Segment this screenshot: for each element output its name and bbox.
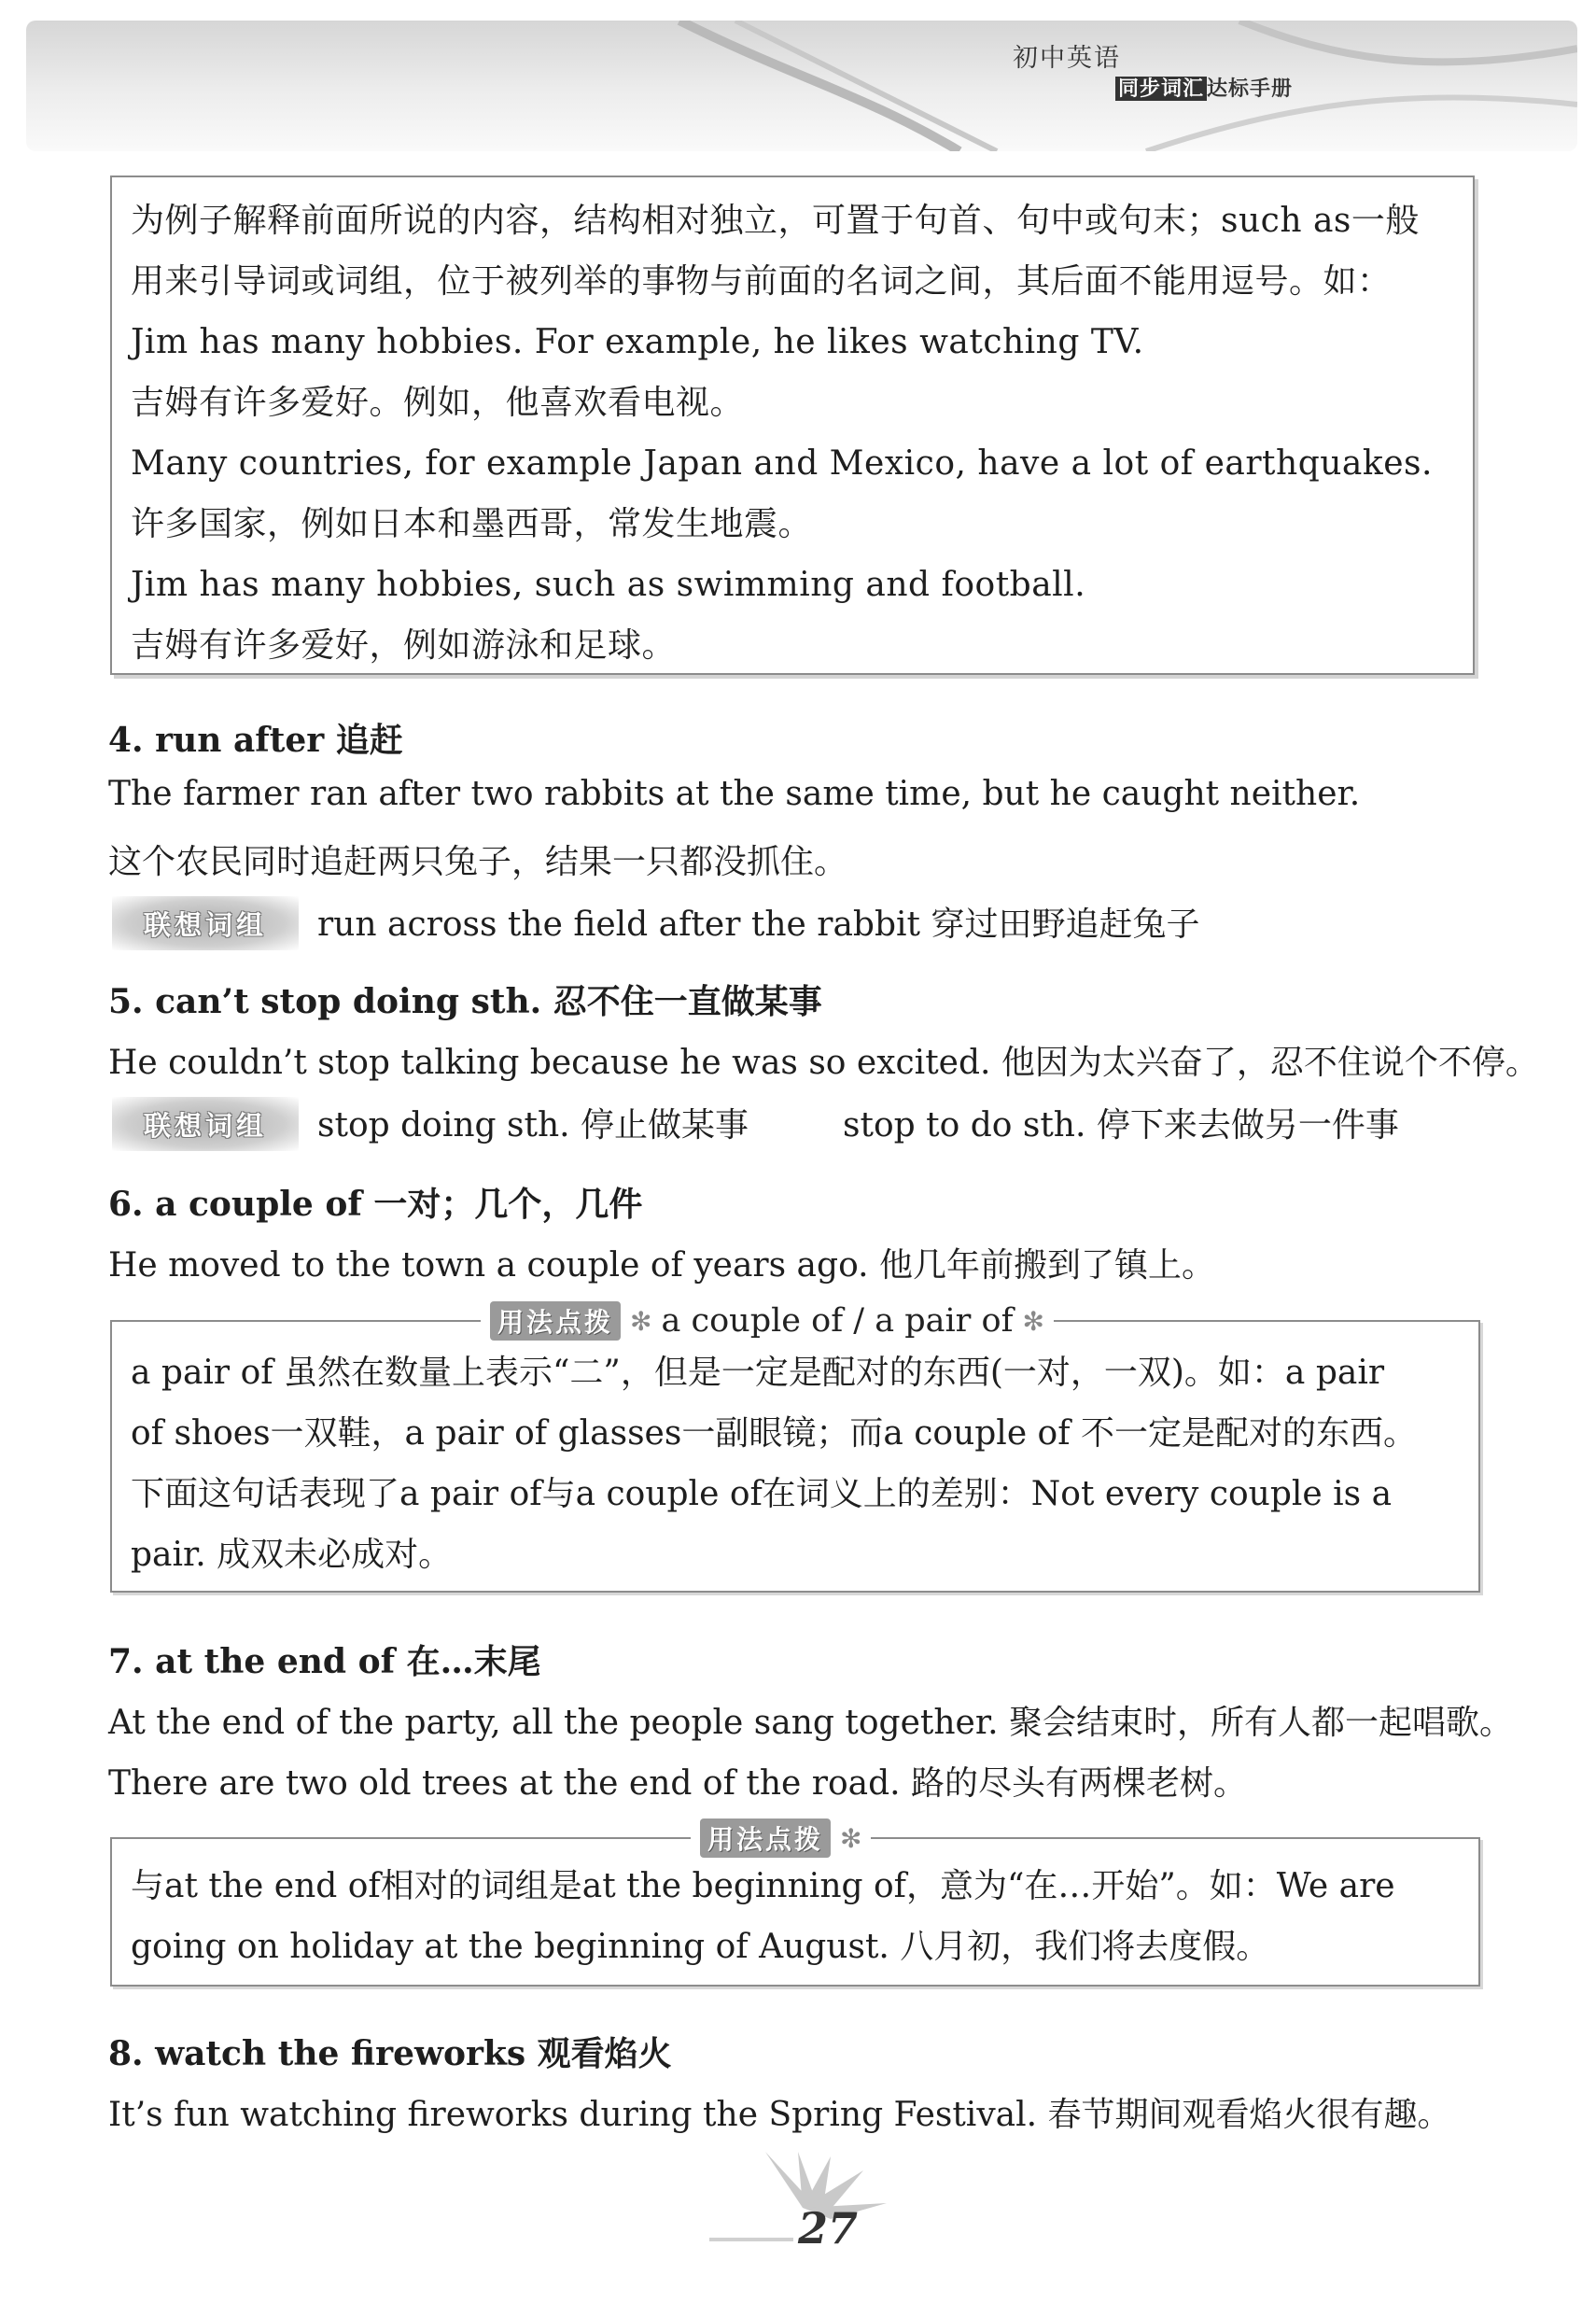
- usage-tip-badge: 用法点拨: [700, 1819, 831, 1858]
- entry-example-en: The farmer ran after two rabbits at the same time, but he caught neither.: [108, 775, 1361, 813]
- snowflake-icon: ✻: [630, 1305, 652, 1337]
- related-phrase: stop to do sth. 停下来去做另一件事: [843, 1106, 1399, 1144]
- note-line: Many countries, for example Japan and Mexico, have a lot of earthquakes.: [131, 444, 1433, 483]
- entry-heading-watch-the-fireworks: 8. watch the fireworks 观看焰火: [108, 2034, 672, 2073]
- usage-tip-box: [110, 1302, 1480, 1593]
- note-line: 吉姆有许多爱好。例如，他喜欢看电视。: [131, 384, 745, 422]
- entry-heading-a-couple-of: 6. a couple of 一对；几个，几件: [108, 1185, 643, 1224]
- related-phrases-badge: 联想词组: [112, 1097, 299, 1151]
- note-line: 为例子解释前面所说的内容，结构相对独立，可置于句首、句中或句末；such as一般: [131, 202, 1420, 240]
- entry-example: There are two old trees at the end of the road. 路的尽头有两棵老树。: [108, 1764, 1248, 1803]
- snowflake-icon: ✻: [840, 1822, 862, 1854]
- header-swirl-decoration: [26, 21, 1577, 151]
- entry-heading-run-after: 4. run after 追赶: [108, 721, 403, 760]
- header-subtitle: [1115, 73, 1293, 102]
- related-phrase: run across the field after the rabbit 穿过田野追赶兔子: [317, 906, 1200, 944]
- note-line: Jim has many hobbies, such as swimming and football.: [131, 566, 1086, 604]
- usage-tip-body: [131, 1856, 1395, 1977]
- usage-tip-body: [131, 1342, 1417, 1585]
- entry-example-zh: 这个农民同时追赶两只兔子，结果一只都没抓住。: [108, 843, 848, 881]
- related-phrases-badge: 联想词组: [112, 896, 299, 950]
- related-phrase: stop doing sth. 停止做某事: [317, 1106, 749, 1144]
- note-line: 吉姆有许多爱好，例如游泳和足球。: [131, 626, 677, 665]
- usage-tip-badge: 用法点拨: [490, 1301, 621, 1341]
- header-subtitle-rest: 达标手册: [1207, 77, 1294, 101]
- note-line: 用来引导词或词组，位于被列举的事物与前面的名词之间，其后面不能用逗号。如：: [131, 262, 1392, 301]
- snowflake-icon: ✻: [1022, 1305, 1045, 1337]
- tip-line: 下面这句话表现了a pair of与a couple of在词义上的差别：Not every couple is a: [131, 1475, 1393, 1513]
- tip-line: going on holiday at the beginning of August. 八月初，我们将去度假。: [131, 1928, 1270, 1966]
- usage-tip-box: [110, 1822, 1480, 1987]
- note-line: 许多国家，例如日本和墨西哥，常发生地震。: [131, 505, 813, 543]
- entry-example: He couldn’t stop talking because he was so excited. 他因为太兴奋了，忍不住说个不停。: [108, 1044, 1539, 1082]
- note-line: Jim has many hobbies. For example, he likes watching TV.: [131, 323, 1144, 361]
- tip-line: pair. 成双未必成对。: [131, 1536, 453, 1574]
- usage-tip-topic: a couple of / a pair of: [661, 1302, 1014, 1340]
- header-subtitle-highlight: 同步词汇: [1115, 77, 1207, 101]
- entry-example: It’s fun watching fireworks during the Spring Festival. 春节期间观看焰火很有趣。: [108, 2096, 1451, 2134]
- usage-tip-title: [691, 1819, 871, 1858]
- entry-heading-at-the-end-of: 7. at the end of 在…末尾: [108, 1642, 541, 1681]
- tip-line: a pair of 虽然在数量上表示“二”，但是一定是配对的东西(一对，一双)。如：a pair: [131, 1354, 1385, 1392]
- tip-line: of shoes一双鞋，a pair of glasses一副眼镜；而a couple of 不一定是配对的东西。: [131, 1414, 1418, 1453]
- usage-tip-title: [481, 1301, 1054, 1341]
- entry-example: He moved to the town a couple of years ago. 他几年前搬到了镇上。: [108, 1246, 1215, 1285]
- page-number: 27: [798, 2203, 859, 2254]
- entry-example: At the end of the party, all the people sang together. 聚会结束时，所有人都一起唱歌。: [108, 1704, 1513, 1742]
- entry-heading-cant-stop: 5. can’t stop doing sth. 忍不住一直做某事: [108, 982, 822, 1021]
- tip-line: 与at the end of相对的词组是at the beginning of，意为“在…开始”。如：We are: [131, 1867, 1395, 1905]
- usage-note-box-continued: [110, 176, 1475, 675]
- header-series: 初中英语: [1013, 44, 1121, 73]
